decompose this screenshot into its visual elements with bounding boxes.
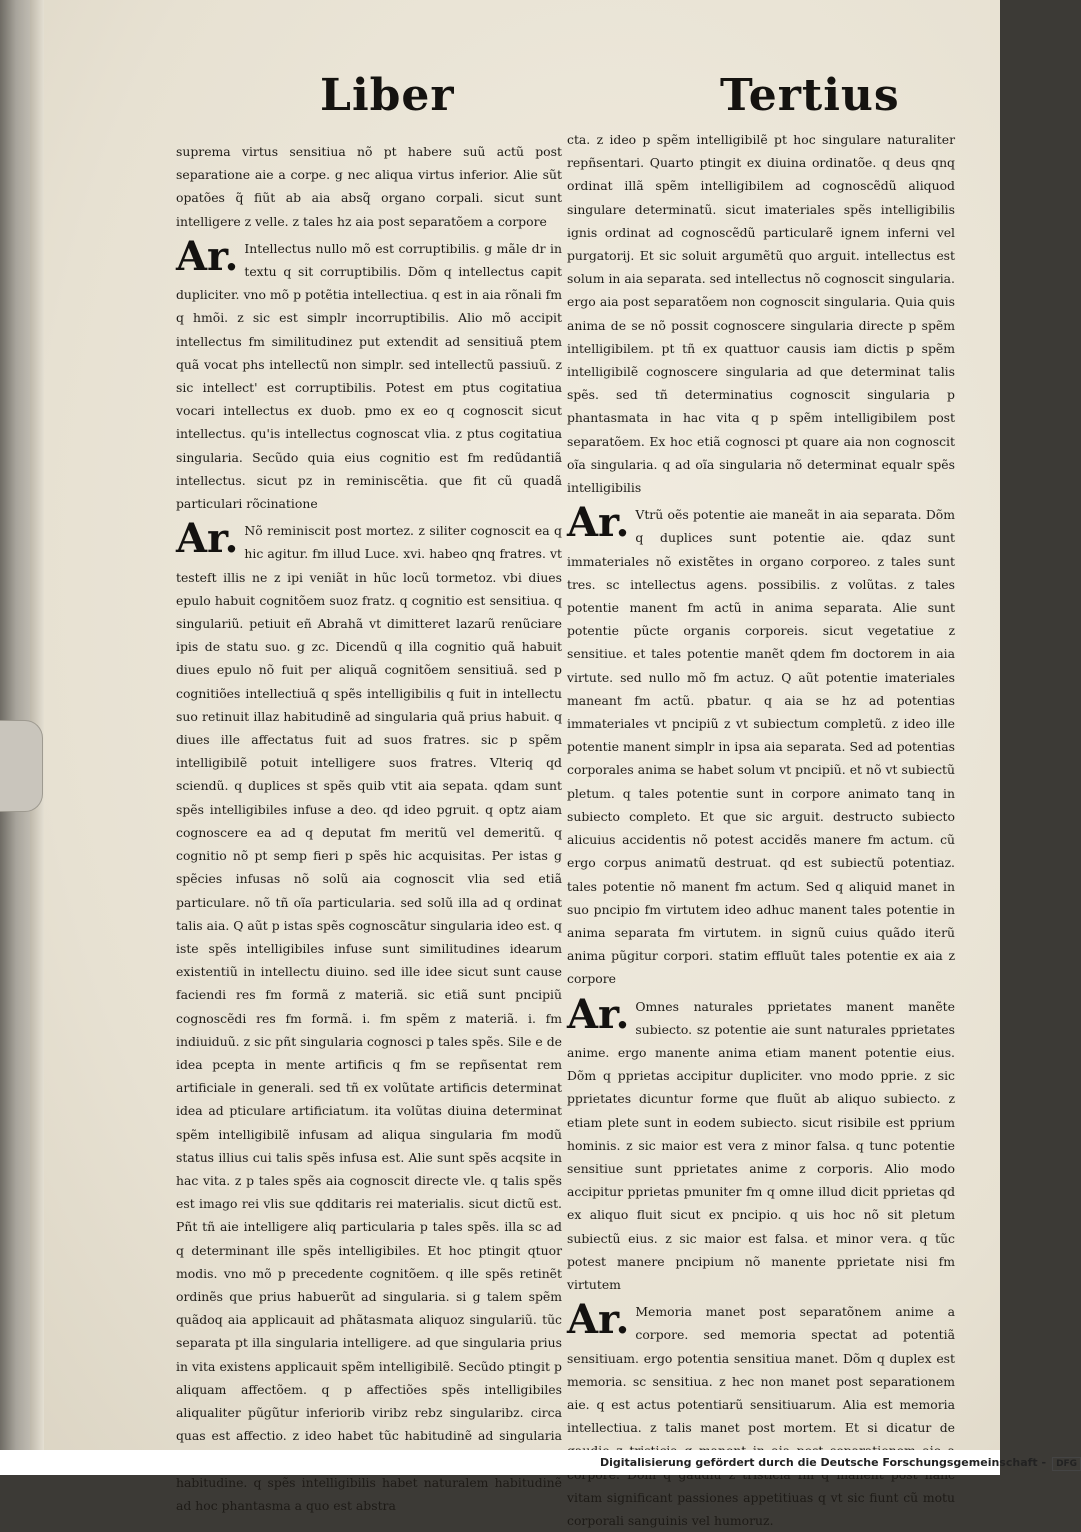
argument-initial: Ar. bbox=[567, 1296, 630, 1344]
paragraph-text: Memoria manet post separatõnem anime a corpore. sed memoria spectat ad potentiã sensitiuam. ergo potentia sensitiua manet. Dõm q duplex est memoria. sc sensitiua. z hec non manet post separationem aie. q est actus potentiarũ sensitiuarum. Alia est memoria intellectiua. z talis manet post mortem. Et si dicatur de vitam significant passiones appetitiuas q vt sic fiunt cũ motu corporali sanguinis vel humoruz. bbox=[567, 1304, 955, 1528]
argument-initial: Ar. bbox=[567, 990, 630, 1038]
dfg-logo: DFG bbox=[1052, 1457, 1081, 1471]
running-head-right: Tertius bbox=[720, 70, 900, 121]
paragraph-text: Nõ reminiscit post mortez. z siliter cognoscit ea q hic agitur. fm illud Luce. xvi. habeo qnq fratres. vt testeft illis ne z ipi veniãt in hũc locũ tormetoz. vbi diues epulo habuit cognitõem suoz fratz. q cognitio est sensitiua. q singulariũ. petiuit eñ Abrahã vt dimitteret lazarũ renũciare ipis de statu suo. g zc. Dicendũ q illa cognitio quã habuit diues epulo nõ fuit per aliquã cognitõem sensitiuã. sed p cognitiões intellectiuã q spẽs intelligibilis q fuit in intellectu suo retinuit illaz habitudinẽ ad singularia quã prius habuit. q diues ille affectatus fuit ad suos fratres. sic p spẽm intelligibilẽ potuit intelligere suos fratres. Vlteriq qd sciendũ. q duplices st spẽs quib vtit aia sepata. qdam sunt spẽs intelligibiles infuse a deo. qd ideo pgruit. q optz aiam cognoscere ea ad q deputat fm meritũ vel demeritũ. q cognitio nõ pt semp fieri p spẽs hic acquisitas. Per istas g spẽcies infusas nõ solũ aia cognoscit vlia sed etiã particulare. nõ tñ oĩa particularia. sed solũ illa ad q ordinat talis aia. Q aũt p istas spẽs cognoscãtur singularia ideo est. q iste spẽs intelligibiles infuse sunt similitudines idearum existentiũ in intellectu diuino. sed ille idee sicut sunt cause faciendi res fm formã z materiã. sic etiã sunt pncipiũ cognoscẽdi res fm formã. i. fm spẽm z materiã. i. fm indiuiduũ. z sic pñt singularia cognosci p tales spẽs. Sile e de idea pcepta in mente artificis q fm se repñsentat rem artificiale in generali. sed tñ ex volũtate artificis determinat idea ad pticulare artificiatum. ita volũtas diuina determinat spẽm intelligibilẽ infusam ad aliqua singularia fm modũ status illius cui talis spẽs infusa est. Alie sunt spẽs acqsite in hac vita. z p tales spẽs aia cognoscit directe vle. q talis spẽs est imago rei vlis sue qdditaris rei materialis. sicut dictũ est. Pñt tñ aie intelligere aliq particularia p tales spẽs. illa sc ad q determinant ille spẽs intelligibiles. Et hoc ptingit qtuor modis. vno mõ p precedente cognitõem. q ille spẽs retinẽt ordinẽs que prius habuerũt ad singularia. si g talem spẽm quãdoq aia applicauit ad phãtasmata aliquoz singulariũ. tũc separata pt illa singularia intelligere. ad que singularia prius in vita existens applicauit spẽm intelligibilẽ. Secũdo ptingit p aliquam affectõem. q p affectiões spẽs intelligibiles aliqualiter pũgũtur inferiorib viribz rebz singularibz. circa quas est affectio. z ideo habet tũc habitudinẽ ad singularia habitudine. q spẽs intelligibilis habet naturalem habitudinẽ ad hoc phantasma a quo est abstra bbox=[176, 523, 562, 1513]
digitization-credit bbox=[600, 1452, 1078, 1474]
column-intro: cta. z ideo p spẽm intelligibilẽ pt hoc singulare naturaliter repñsentari. Quarto ptingit ex diuina ordinatõe. q deus qnq ordinat illã spẽm intelligibilem ad cognoscẽdũ aliquod singulare determinatũ. sicut imateriales spẽs intelligibilis ignis ordinat ad cognoscẽdũ particularẽ ignem inferni vel purgatorij. Et sic soluit argumẽtũ quo arguit. intellectus est solum in aia separata. sed intellectus nõ cognoscit singularia. ergo aia post separatõem non cognoscit singularia. Quia quis anima de se nõ possit cognoscere singularia directe p spẽm intelligibilem. pt tñ ex quattuor causis iam dictis p spẽm intelligibilẽ cognoscere singularia ad que determinat talis spẽs. sed tñ determinatius cognoscit singularia p phantasmata in hac vita q p spẽm intelligibilem post separatõem. Ex hoc etiã cognosci pt quare aia non cognoscit oĩa singularia. q ad oĩa singularia nõ determinat equalr spẽs intelligibilis bbox=[567, 132, 955, 496]
paragraph-text: Vtrũ oẽs potentie aie maneãt in aia separata. Dõm q duplices sunt potentie aie. qdaz sunt immateriales nõ existẽtes in organo corporeo. z tales sunt tres. sc intellectus agens. possibilis. z volũtas. z tales potentie manent fm actũ in anima separata. Alie sunt potentie pũcte organis corporeis. sicut vegetatiue z sensitiue. et tales potentie manẽt qdem fm doctorem in aia virtute. sed nullo mõ fm actuz. Q aũt potentie imateriales maneant fm actũ. pbatur. q aia se hz ad potentias immateriales vt pncipiũ z vt subiectum completũ. z ideo ille potentie manent simplr in ipsa aia separata. Sed ad potentias corporales anima se habet solum vt pncipiũ. et nõ vt subiectũ pletum. q tales potentie sunt in corpore animato tanq in subiecto completo. Et que sic arguit. destructo subiecto alicuius accidentis nõ potest accidẽs manere fm actum. cũ ergo corpus animatũ destruat. qd est subiectũ potentiaz. tales potentie nõ manent fm actum. Sed q aliquid manet in suo pncipio fm virtutem ideo adhuc manent tales potentie in anima separata fm virtutem. in signũ cuius quãdo iterũ anima pũgitur corpori. statim effluũt tales potentie ex aia z corpore bbox=[567, 507, 955, 987]
column-intro: suprema virtus sensitiua nõ pt habere suũ actũ post separatione aie a corpe. g nec aliqua virtus inferior. Alie sũt opatões q̃ fiũt ab aia absq̃ organo corpali. sicut sunt intelligere z velle. z tales hz aia post separatõem a corpore bbox=[176, 144, 562, 229]
text-column-left bbox=[176, 140, 562, 1513]
running-head-left: Liber bbox=[320, 70, 455, 121]
credit-text: Digitalisierung gefördert durch die Deutsche Forschungsgemeinschaft - bbox=[600, 1456, 1047, 1469]
scanner-clip bbox=[0, 720, 43, 812]
argument-paragraph bbox=[176, 232, 562, 515]
argument-initial: Ar. bbox=[176, 515, 239, 563]
paragraph-text: Intellectus nullo mõ est corruptibilis. g mãle dr in textu q sit corruptibilis. Dõm q intellectus capit dupliciter. vno mõ p potẽtia intellectiua. q est in aia rõnali fm q hmõi. z sic est simplr incorruptibilis. Alio mõ accipit intellectus fm similitudinez put extendit ad sensitiuã ptem quã vocat phs intellectũ non simplr. sed intellectũ passiuũ. z sic intellect' est corruptibilis. Potest em ptus cogitatiua vocari intellectus ex duob. pmo ex eo q cognoscit sicut intellectus. qu'is intellectus cognoscat vlia. z ptus cogitatiua singularia. Secũdo quia eius cognitio est fm redũdantiã intellectus. sicut pz in reminiscẽtia. que fit cũ quadã particulari rõcinatione bbox=[176, 240, 562, 512]
argument-paragraph bbox=[176, 515, 562, 1517]
argument-initial: Ar. bbox=[176, 232, 239, 280]
argument-paragraph bbox=[567, 1296, 955, 1532]
argument-paragraph bbox=[567, 990, 955, 1297]
argument-paragraph bbox=[567, 499, 955, 990]
argument-initial: Ar. bbox=[567, 499, 630, 547]
paragraph-text: Omnes naturales pprietates manent manẽte subiecto. sz potentie aie sunt naturales pprietates anime. ergo manente anima etiam manent potentie eius. Dõm q pprietas accipitur dupliciter. vno modo pprie. z sic pprietates dicuntur forme que fluũt ab aliquo subiecto. z etiam plete sunt in eodem subiecto. sicut risibile est pprium hominis. z sic maior est vera z minor falsa. q tunc potentie sensitiue sunt pprietates anime z corporis. Alio modo accipitur pprietas pmuniter fm q omne illud dicit pprietas qd ex aliquo fluit sicut ex pncipio. q uis hoc nõ sit pletum subiectũ eius. z sic maior est falsa. et minor vera. q tũc potest manere pncipium nõ manente pprietate nisi fm virtutem bbox=[567, 998, 955, 1292]
